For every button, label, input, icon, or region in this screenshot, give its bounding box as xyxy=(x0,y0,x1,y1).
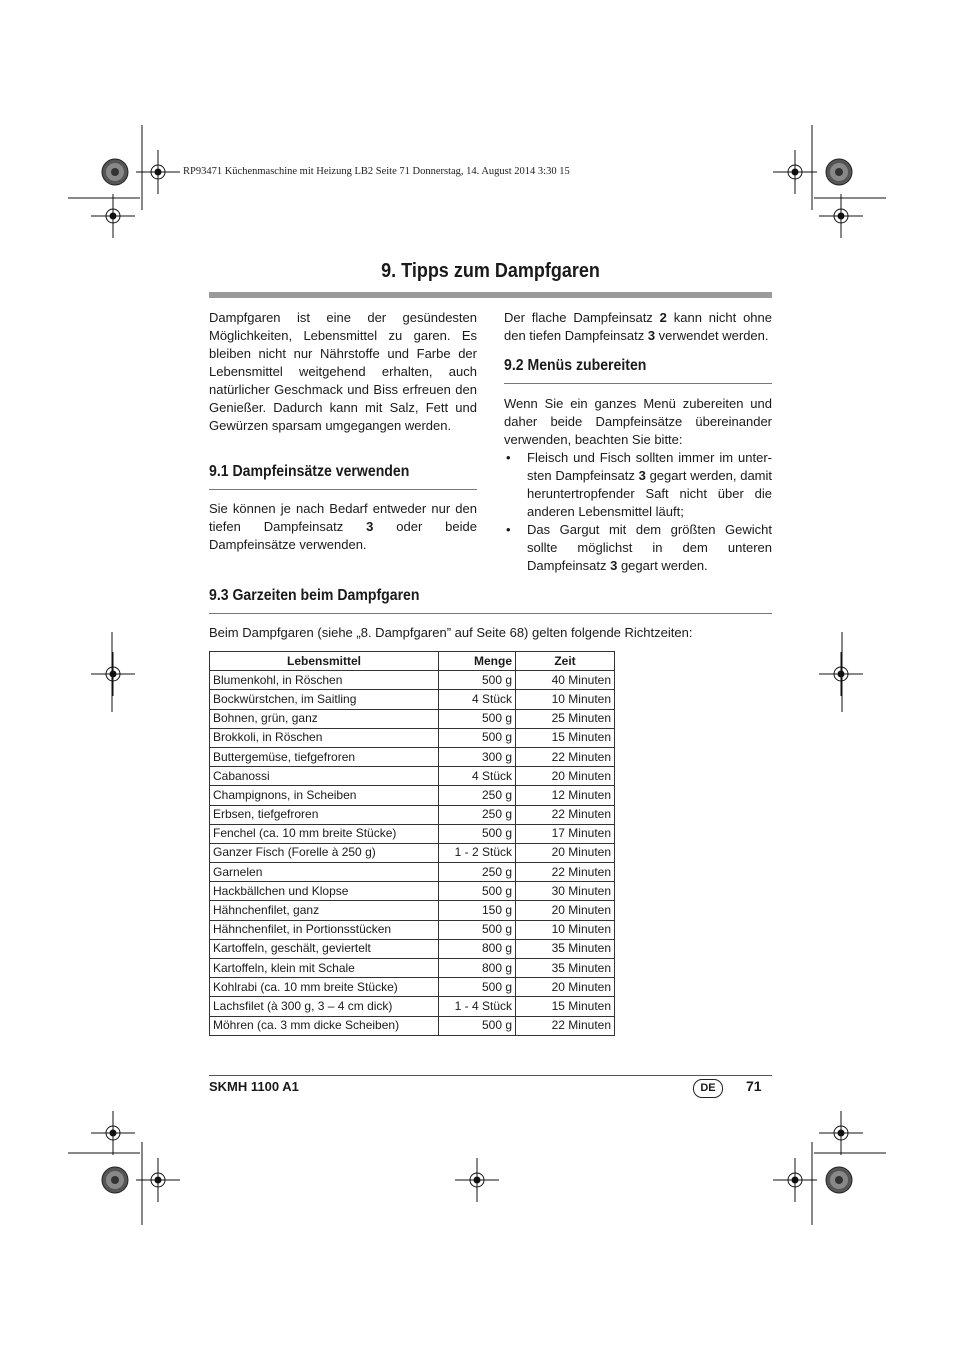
cell-time: 17 Minuten xyxy=(516,824,615,843)
cell-amount: 300 g xyxy=(439,747,516,766)
section-9-2-heading: 9.2 Menüs zubereiten xyxy=(504,357,647,374)
list-item: • Das Gargut mit dem größten Gewicht sollte möglichst in dem unteren Dampfeinsatz 3 gegart werden. xyxy=(504,521,772,575)
table-row xyxy=(210,786,615,805)
cell-time: 20 Minuten xyxy=(516,978,615,997)
cell-time: 20 Minuten xyxy=(516,901,615,920)
section-9-2-text: Wenn Sie ein ganzes Menü zubereiten und daher beide Dampfeinsätze übereinander verwenden, beachten Sie bitte: • Fleisch und Fisch sollten immer im untersten Dampfeinsatz 3 gegart werden, damit heruntertropfender Saft nicht über die anderen Lebensmittel läuft; • Das Gargut mit dem größten Gewicht sollte möglichst in dem unteren Dampfeinsatz 3 gegart werden. xyxy=(504,395,772,575)
table-row xyxy=(210,997,615,1016)
right-intro-text: Der flache Dampfeinsatz 2 kann nicht ohne den tiefen Dampfeinsatz 3 verwendet werden. xyxy=(504,310,772,343)
section-9-2-rule xyxy=(504,383,772,384)
cell-food: Lachsfilet (à 300 g, 3 – 4 cm dick) xyxy=(210,997,439,1016)
cell-time: 35 Minuten xyxy=(516,959,615,978)
table-row xyxy=(210,920,615,939)
cell-time: 15 Minuten xyxy=(516,728,615,747)
footer-rule xyxy=(209,1075,772,1076)
cell-food: Ganzer Fisch (Forelle à 250 g) xyxy=(210,843,439,862)
cell-food: Bohnen, grün, ganz xyxy=(210,709,439,728)
cell-food: Fenchel (ca. 10 mm breite Stücke) xyxy=(210,824,439,843)
cell-time: 25 Minuten xyxy=(516,709,615,728)
cell-time: 22 Minuten xyxy=(516,747,615,766)
cell-food: Bockwürstchen, im Saitling xyxy=(210,690,439,709)
list-item: • Fleisch und Fisch sollten immer im untersten Dampfeinsatz 3 gegart werden, damit heruntertropfender Saft nicht über die anderen Lebensmittel läuft; xyxy=(504,449,772,521)
cell-amount: 150 g xyxy=(439,901,516,920)
section-9-3-rule xyxy=(209,613,772,614)
column-header-food: Lebensmittel xyxy=(210,652,439,671)
cooking-times-table xyxy=(209,651,615,1036)
intro-paragraph: Dampfgaren ist eine der gesündesten Möglichkeiten, Lebensmittel zu garen. Es bleiben nicht nur Nährstoffe und Farbe der Lebensmittel weitgehend erhalten, auch natürlicher Geschmack und Biss erfreuen den Genießer. Dadurch kann mit Salz, Fett und Gewürzen sparsam umgegangen werden. xyxy=(209,310,477,433)
table-row xyxy=(210,671,615,690)
cell-amount: 500 g xyxy=(439,709,516,728)
table-row xyxy=(210,728,615,747)
table-row xyxy=(210,747,615,766)
cell-time: 22 Minuten xyxy=(516,805,615,824)
cell-food: Kohlrabi (ca. 10 mm breite Stücke) xyxy=(210,978,439,997)
cell-time: 10 Minuten xyxy=(516,690,615,709)
table-row xyxy=(210,959,615,978)
cell-amount: 1 - 2 Stück xyxy=(439,843,516,862)
cell-food: Brokkoli, in Röschen xyxy=(210,728,439,747)
table-body xyxy=(210,671,615,1036)
section-9-3-heading: 9.3 Garzeiten beim Dampfgaren xyxy=(209,587,420,604)
table-row xyxy=(210,901,615,920)
cell-food: Erbsen, tiefgefroren xyxy=(210,805,439,824)
cell-food: Kartoffeln, geschält, geviertelt xyxy=(210,939,439,958)
title-rule xyxy=(209,292,772,298)
cell-time: 20 Minuten xyxy=(516,843,615,862)
table-row xyxy=(210,805,615,824)
cell-amount: 250 g xyxy=(439,786,516,805)
cell-time: 15 Minuten xyxy=(516,997,615,1016)
footer-model: SKMH 1100 A1 xyxy=(209,1079,299,1094)
cell-amount: 500 g xyxy=(439,1016,516,1035)
cell-food: Champignons, in Scheiben xyxy=(210,786,439,805)
table-row xyxy=(210,939,615,958)
cell-time: 22 Minuten xyxy=(516,1016,615,1035)
cell-food: Buttergemüse, tiefgefroren xyxy=(210,747,439,766)
cell-time: 35 Minuten xyxy=(516,939,615,958)
cell-amount: 250 g xyxy=(439,863,516,882)
cell-food: Cabanossi xyxy=(210,767,439,786)
cell-food: Hackbällchen und Klopse xyxy=(210,882,439,901)
page-number: 71 xyxy=(746,1078,762,1094)
cell-time: 30 Minuten xyxy=(516,882,615,901)
table-row xyxy=(210,863,615,882)
cell-amount: 500 g xyxy=(439,824,516,843)
table-row xyxy=(210,843,615,862)
cell-amount: 1 - 4 Stück xyxy=(439,997,516,1016)
cell-time: 22 Minuten xyxy=(516,863,615,882)
table-row xyxy=(210,824,615,843)
table-row xyxy=(210,978,615,997)
table-row xyxy=(210,882,615,901)
cell-time: 20 Minuten xyxy=(516,767,615,786)
section-9-1-rule xyxy=(209,489,477,490)
language-badge: DE xyxy=(693,1079,723,1098)
page-title: 9. Tipps zum Dampfgaren xyxy=(381,260,600,282)
cell-food: Hähnchenfilet, in Portionsstücken xyxy=(210,920,439,939)
cell-amount: 500 g xyxy=(439,728,516,747)
cell-amount: 500 g xyxy=(439,671,516,690)
cell-time: 40 Minuten xyxy=(516,671,615,690)
cell-amount: 500 g xyxy=(439,882,516,901)
column-header-amount: Menge xyxy=(439,652,516,671)
cell-time: 12 Minuten xyxy=(516,786,615,805)
cell-food: Kartoffeln, klein mit Schale xyxy=(210,959,439,978)
cell-amount: 4 Stück xyxy=(439,690,516,709)
table-row xyxy=(210,1016,615,1035)
cell-food: Hähnchenfilet, ganz xyxy=(210,901,439,920)
table-row xyxy=(210,767,615,786)
cell-food: Möhren (ca. 3 mm dicke Scheiben) xyxy=(210,1016,439,1035)
cell-amount: 4 Stück xyxy=(439,767,516,786)
cell-food: Garnelen xyxy=(210,863,439,882)
cell-time: 10 Minuten xyxy=(516,920,615,939)
cell-amount: 800 g xyxy=(439,959,516,978)
column-header-time: Zeit xyxy=(516,652,615,671)
cell-amount: 500 g xyxy=(439,978,516,997)
cell-amount: 250 g xyxy=(439,805,516,824)
section-9-1-text: Sie können je nach Bedarf entweder nur den tiefen Dampfeinsatz 3 oder beide Dampfeinsätze verwenden. xyxy=(209,501,477,552)
table-header-row xyxy=(210,652,615,671)
cell-amount: 500 g xyxy=(439,920,516,939)
print-slug: RP93471 Küchenmaschine mit Heizung LB2 Seite 71 Donnerstag, 14. August 2014 3:30 15 xyxy=(183,166,570,177)
cell-amount: 800 g xyxy=(439,939,516,958)
section-9-2-list xyxy=(504,449,772,575)
table-row xyxy=(210,709,615,728)
section-9-1-heading: 9.1 Dampfeinsätze verwenden xyxy=(209,463,410,480)
cell-food: Blumenkohl, in Röschen xyxy=(210,671,439,690)
table-row xyxy=(210,690,615,709)
section-9-3-intro: Beim Dampfgaren (siehe „8. Dampfgaren” auf Seite 68) gelten folgende Richtzeiten: xyxy=(209,625,693,640)
